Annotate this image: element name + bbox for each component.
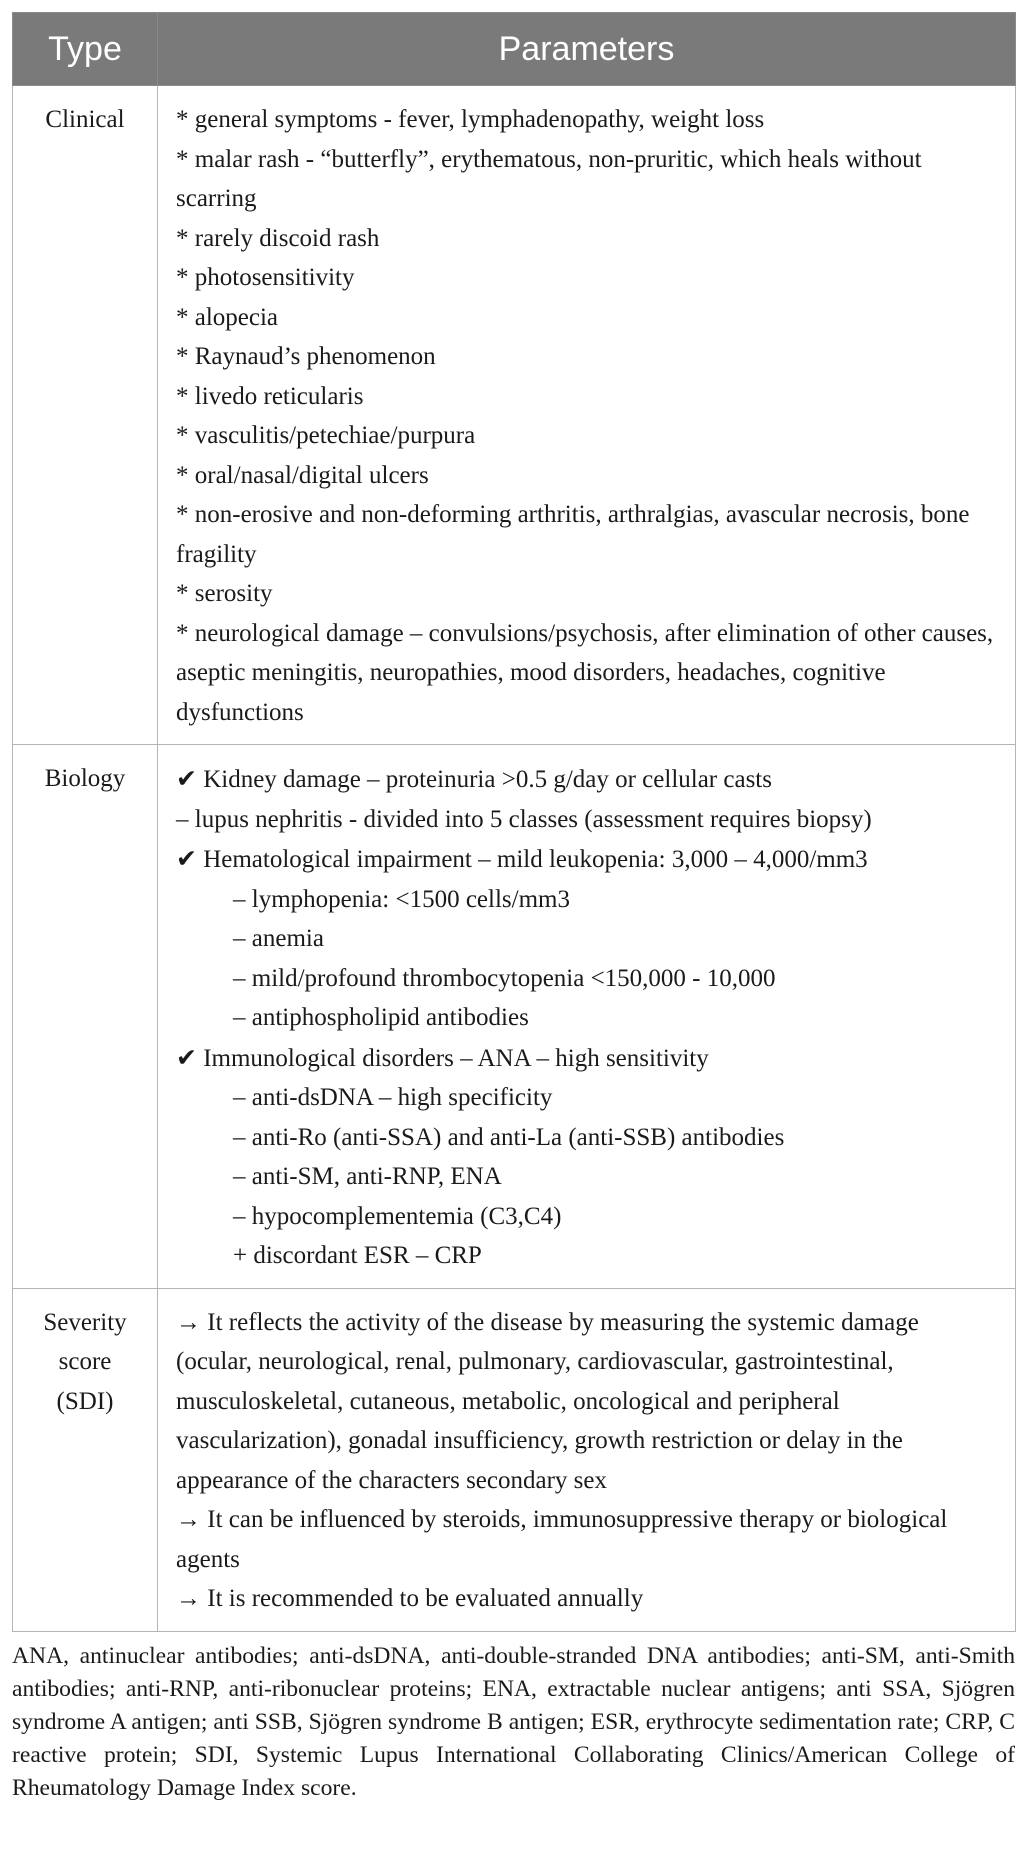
list-item: * vasculitis/petechiae/purpura: [176, 422, 476, 449]
list-item: * oral/nasal/digital ulcers: [176, 461, 429, 489]
header-parameters: Parameters: [158, 13, 1016, 86]
list-item: * alopecia: [176, 303, 279, 331]
immunological-sub-item: – anti-SM, anti-RNP, ENA: [233, 1163, 502, 1190]
list-item: * non-erosive and non-deforming arthritis, arthralgias, avascular necrosis, bone fragility: [176, 501, 970, 568]
hematological-sub-item: – lymphopenia: <1500 cells/mm3: [233, 885, 570, 913]
hematological-sub-item: – mild/profound thrombocytopenia <150,000 - 10,000: [233, 964, 776, 992]
list-item: * Raynaud’s phenomenon: [176, 343, 436, 370]
table-row-severity: [13, 1288, 1016, 1631]
header-type: Type: [13, 13, 158, 86]
list-item: * malar rash - “butterfly”, erythematous, non-pruritic, which heals without scarring: [176, 145, 922, 212]
table-footnote: ANA, antinuclear antibodies; anti-dsDNA, anti-double-stranded DNA antibodies; anti-SM, anti-Smith antibodies; anti-RNP, anti-ribonuclear proteins; ENA, extractable nuclear antigens; anti SSA, Sjögren syndrome A antigen; anti SSB, Sjögren syndrome B antigen; ESR, erythrocyte sedimentation rate; CRP, C reactive protein; SDI, Systemic Lupus International Collaborating Clinics/American College of Rheumatology Damage Index score.: [12, 1642, 1015, 1801]
checkmark-icon: ✔: [176, 844, 197, 873]
immunological-item: [176, 1038, 1001, 1079]
list-item: * serosity: [176, 580, 273, 607]
list-item: → It reflects the activity of the disease by measuring the systemic damage (ocular, neurological, renal, pulmonary, cardiovascular, gastrointestinal, musculoskeletal, cutaneous, metabolic, oncological and peripheral vascularization), gonadal insufficiency, growth restriction or delay in the appearance of the characters secondary sex: [176, 1308, 919, 1494]
table-row-clinical: [13, 86, 1016, 745]
table-header-row: [13, 13, 1016, 86]
immunological-sub-item: – hypocomplementemia (C3,C4): [233, 1202, 562, 1230]
immunological-sub-item: + discordant ESR – CRP: [233, 1242, 482, 1269]
hematological-sub-item: – antiphospholipid antibodies: [233, 1004, 529, 1031]
list-item: * photosensitivity: [176, 264, 355, 291]
hematological-sub-item: – anemia: [233, 925, 324, 952]
checkmark-icon: ✔: [176, 1042, 197, 1072]
type-label: Biology: [44, 765, 126, 792]
type-label: Severity score (SDI): [43, 1308, 127, 1415]
list-item: → It can be influenced by steroids, immunosuppressive therapy or biological agents: [176, 1506, 948, 1573]
parameters-cell-biology: [158, 745, 1016, 1289]
checkmark-icon: ✔: [176, 764, 197, 793]
immunological-sub-item: – anti-Ro (anti-SSA) and anti-La (anti-SSB) antibodies: [233, 1123, 785, 1151]
list-item: * livedo reticularis: [176, 382, 364, 410]
lupus-parameters-table: [12, 12, 1016, 1632]
list-item: * rarely discoid rash: [176, 224, 380, 252]
type-cell-biology: [13, 745, 158, 1289]
parameters-cell-clinical: [158, 86, 1016, 745]
kidney-damage-item: [176, 759, 1001, 800]
type-cell-severity: [13, 1288, 158, 1631]
immunological-main-text: Immunological disorders – ANA – high sensitivity: [203, 1044, 709, 1072]
kidney-main-text: Kidney damage – proteinuria >0.5 g/day or cellular casts: [203, 766, 772, 793]
type-label: Clinical: [45, 106, 125, 133]
list-item: → It is recommended to be evaluated annually: [176, 1585, 644, 1612]
document-wrapper: [12, 12, 1015, 1805]
hematological-item: [176, 839, 1001, 880]
list-item: * neurological damage – convulsions/psychosis, after elimination of other causes, aseptic meningitis, neuropathies, mood disorders, headaches, cognitive dysfunctions: [176, 619, 994, 726]
kidney-sub-item: – lupus nephritis - divided into 5 classes (assessment requires biopsy): [176, 805, 872, 833]
table-row-biology: [13, 745, 1016, 1289]
type-cell-clinical: [13, 86, 158, 745]
hematological-main-text: Hematological impairment – mild leukopenia: 3,000 – 4,000/mm3: [203, 846, 868, 873]
list-item: * general symptoms - fever, lymphadenopathy, weight loss: [176, 106, 765, 133]
immunological-sub-item: – anti-dsDNA – high specificity: [233, 1084, 553, 1111]
parameters-cell-severity: [158, 1288, 1016, 1631]
